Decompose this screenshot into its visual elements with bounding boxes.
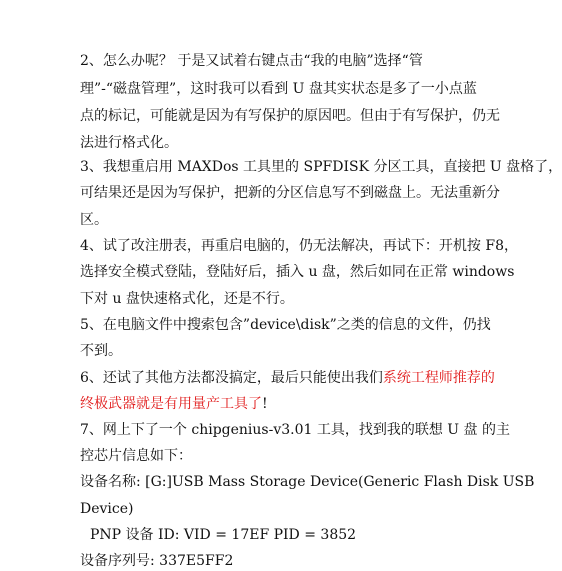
paragraph-6-line-2: [80, 394, 268, 414]
paragraph-2-line-3: 点的标记，可能就是因为有写保护的原因吧。但由于有写保护，仍无: [80, 108, 500, 124]
paragraph-5-line-1: 5、在电脑文件中搜索包含”device\disk”之类的信息的文件，仍找: [80, 317, 491, 333]
paragraph-2-line-2: 理”-“磁盘管理”，这时我可以看到 U 盘其实状态是多了一小点蓝: [80, 81, 477, 97]
paragraph-3-line-1: 3、我想重启用 MAXDos 工具里的 SPFDISK 分区工具，直接把 U 盘格了，: [80, 159, 562, 175]
paragraph-4-line-2: 选择安全模式登陆，登陆好后，插入 u 盘，然后如同在正常 windows: [80, 264, 515, 280]
device-name-line-1: 设备名称: [G:]USB Mass Storage Device(Generic Flash Disk USB: [80, 474, 535, 490]
paragraph-2-line-1: 2、怎么办呢？ 于是又试着右键点击“我的电脑”选择“管: [80, 53, 423, 69]
device-serial-number: 设备序列号: 337E5FF2: [80, 553, 234, 569]
highlighted-text: 系统工程师推荐的: [382, 370, 495, 386]
paragraph-4-line-3: 下对 u 盘快速格式化，还是不行。: [80, 291, 294, 307]
paragraph-7-line-2: 控芯片信息如下：: [80, 448, 192, 464]
paragraph-2-line-4: 法进行格式化。: [80, 135, 178, 151]
paragraph-6-suffix: !: [262, 396, 268, 412]
pnp-device-id: PNP 设备 ID: VID = 17EF PID = 3852: [90, 527, 357, 543]
paragraph-6-line-1: [80, 368, 495, 388]
device-name-line-2: Device): [80, 501, 134, 517]
highlighted-text: 终极武器就是有用量产工具了: [80, 396, 262, 412]
paragraph-7-line-1: 7、网上下了一个 chipgenius-v3.01 工具，找到我的联想 U 盘 的主: [80, 422, 511, 438]
paragraph-6-text: 6、还试了其他方法都没搞定，最后只能使出我们: [80, 370, 383, 386]
paragraph-4-line-1: 4、试了改注册表，再重启电脑的，仍无法解决，再试下：开机按 F8，: [80, 238, 518, 254]
paragraph-5-line-2: 不到。: [80, 343, 122, 359]
paragraph-3-line-3: 区。: [80, 212, 108, 228]
paragraph-3-line-2: 可结果还是因为写保护，把新的分区信息写不到磁盘上。无法重新分: [80, 185, 500, 201]
